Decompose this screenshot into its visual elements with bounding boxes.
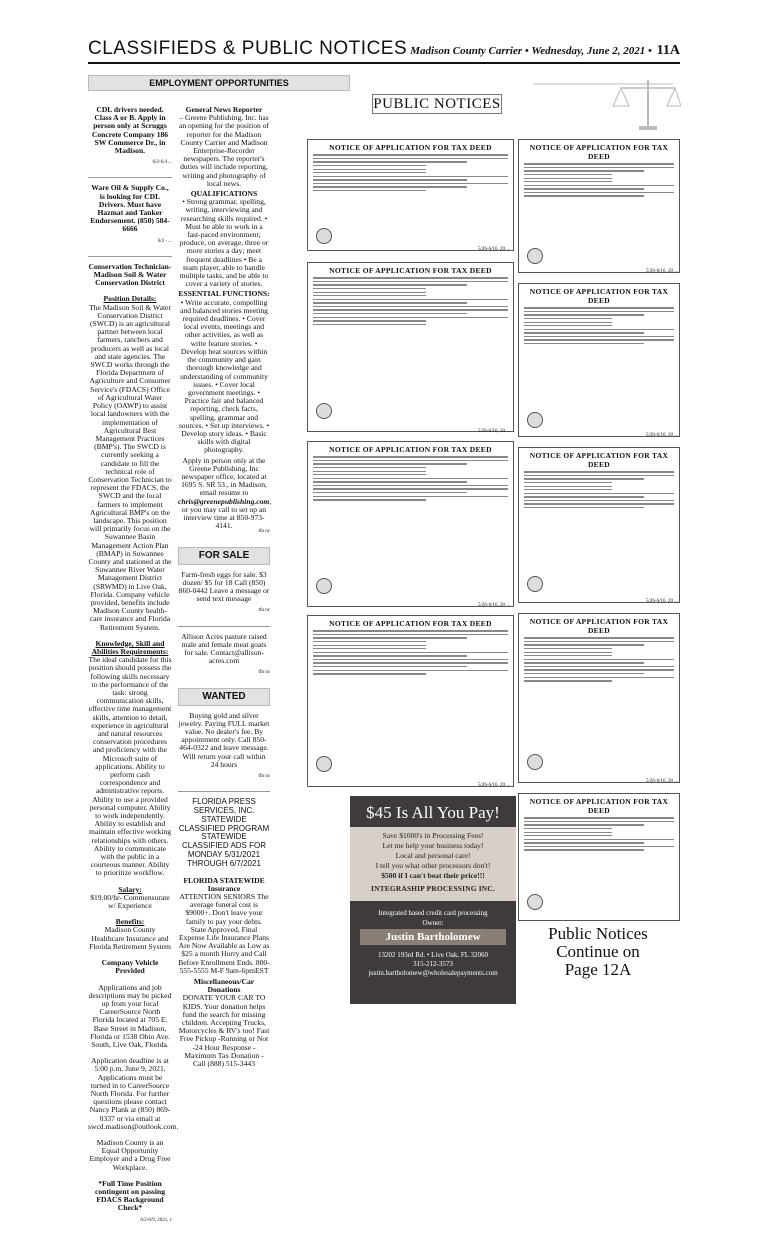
notice-body-line — [524, 471, 674, 472]
notice-body-line — [524, 185, 674, 186]
tax-deed-notice — [307, 139, 514, 251]
benefits-label: Benefits: — [115, 917, 145, 927]
notice-body-line — [313, 637, 467, 638]
ad-offer-box — [350, 827, 516, 901]
scales-of-justice-icon — [523, 76, 681, 136]
notice-body-line — [313, 190, 426, 191]
notice-body-line — [313, 662, 508, 663]
ad-line: Local and personal care! — [395, 851, 471, 860]
notice-body-line — [524, 332, 644, 333]
notice-title: NOTICE OF APPLICATION FOR TAX DEED — [529, 451, 669, 469]
notice-body-line — [313, 496, 508, 497]
county-seal-icon — [527, 576, 543, 592]
notice-body-line — [524, 181, 612, 182]
essential-functions-label: ESSENTIAL FUNCTIONS: — [178, 289, 270, 299]
notice-body-line — [524, 824, 644, 825]
divider — [178, 791, 270, 792]
notice-ref: 5/26-6/16, 20 ... — [646, 433, 678, 438]
ad-contact — [350, 951, 516, 978]
benefits-text: Madison County Healthcare Insurance and Florida Retirement System — [89, 925, 171, 951]
tax-deed-notice — [518, 613, 680, 783]
notice-body-line — [313, 284, 467, 285]
ad-ref: 6/2 - ... — [157, 238, 172, 244]
notice-body-line — [313, 324, 426, 325]
knowledge-text: The ideal candidate for this position should possess the following skills necessary to the performance of the task: strong communication skills, effective time management skills, attention to detail, experience in agricultural and natural resources conservation procedures and proficiency with the Microsoft suite of applications. Ability to perform cash correspondence and administrative reports. Ability to use a provided personal computer. Ability to work independently. Ability to establish and maintain effective working relationships with others. Ability to communicate with the public in a courteous manner. Ability to prioritize workflow. — [88, 655, 172, 878]
bullet-separator: • — [524, 45, 532, 57]
notice-body-line — [524, 482, 612, 483]
paper-name: Madison County Carrier — [410, 45, 523, 57]
notice-body-line — [313, 652, 508, 653]
notice-body-line — [524, 322, 612, 323]
divider — [178, 626, 270, 627]
notice-body-line — [524, 849, 644, 850]
notice-body-line — [524, 503, 674, 504]
notice-body-line — [313, 277, 508, 278]
notice-title: NOTICE OF APPLICATION FOR TAX DEED — [529, 617, 669, 635]
notice-body-line — [313, 161, 467, 162]
position-details-label: Position Details: — [103, 294, 157, 304]
ad-ref: tfn nc — [258, 529, 270, 535]
position-details: The Madison Soil & Water Conservation District (SWCD) is an agricultural partner between local farmers, ranchers and producers as well as local and state agencies. The SWCD works through the Florida Department of Agriculture and Consumer Service's (FDACS) Office of Agricultural Water Policy (OAWP) to assist local landowners with the implementation of Agricultural Best Management Practices (BMP's). The SWCD is currently seeking a candidate to fill the technical role of Conservation Technician to represent the FDACS, the SWCD and the local farmers to implement Agricultural BMP's on the landscape. This position will primarily focus on the Suwannee Basin Management Action Plan (BMAP) in Suwannee County and stationed at the Suwannee River Water Management District (SRWMD) in Live Oak, Florida. Company vehicle provided, benefits include Madison County health-care insurance and Florida Retirement System. — [88, 302, 172, 632]
notice-body-line — [524, 842, 644, 843]
notice-body-line — [313, 306, 508, 307]
notice-body-line — [524, 644, 644, 645]
notice-title: NOTICE OF APPLICATION FOR TAX DEED — [329, 445, 492, 454]
continue-line: Public Notices — [548, 924, 648, 943]
notice-body-line — [313, 492, 467, 493]
notice-body-line — [524, 195, 644, 196]
notice-body-line — [313, 488, 508, 489]
notice-body-line — [313, 641, 426, 642]
notice-body-line — [524, 167, 674, 168]
notice-body-line — [524, 307, 674, 308]
notice-body-line — [313, 186, 467, 187]
page-header — [88, 38, 680, 64]
tax-deed-notice — [518, 793, 680, 921]
ad-company: INTEGRASHIP PROCESSING INC. — [371, 884, 495, 893]
notice-body-line — [313, 645, 426, 646]
notice-body-line — [313, 648, 426, 649]
county-seal-icon — [316, 228, 332, 244]
cdl-ad: CDL drivers needed. Class A or B. Apply in person only at Scruggs Concrete Company 186 SW Commerce Dr., in Madison. — [91, 105, 169, 156]
notice-body-line — [524, 188, 644, 189]
ad-phone[interactable]: 315-212-3573 — [413, 960, 453, 968]
notice-body-line — [524, 318, 612, 319]
notice-body-line — [524, 835, 612, 836]
notice-body-line — [313, 302, 467, 303]
knowledge-label: Knowledge, Skill and Abilities Requirements: — [91, 638, 169, 656]
statewide-heading: FLORIDA STATEWIDE — [183, 875, 265, 885]
public-notices-title: PUBLIC NOTICES — [373, 96, 501, 112]
notice-body-line — [313, 630, 508, 631]
ad-ref: tfn nc — [258, 608, 270, 614]
notice-body-line — [313, 179, 467, 180]
notice-body-line — [313, 295, 426, 296]
ad-owner-label: Owner: — [422, 919, 444, 927]
reporter-ad-text: – Greene Publishing, Inc. has an opening for the position of reporter for the Madison County Carrier and Madison Enterprise-Recorder newspapers. The reporter's duties will include reporting, writing and photography of local news. — [178, 113, 270, 188]
notice-body-line — [313, 474, 426, 475]
misc-label: Miscellaneous/Car Donations — [193, 977, 255, 995]
notice-body-line — [524, 832, 612, 833]
notice-body-line — [313, 154, 508, 155]
notice-body-line — [524, 673, 644, 674]
notice-body-line — [524, 336, 674, 337]
notice-body-line — [524, 493, 674, 494]
notice-body-line — [524, 641, 674, 642]
notice-body-line — [524, 174, 612, 175]
classifieds-column-1 — [88, 105, 179, 1235]
notice-ref: 5/26-6/16, 20 ... — [646, 599, 678, 604]
notice-body-line — [524, 170, 644, 171]
notice-body-line — [313, 478, 508, 479]
ad-ref: tfn nc — [258, 670, 270, 676]
notice-body-line — [524, 648, 612, 649]
divider — [88, 256, 172, 257]
notice-body-line — [524, 637, 674, 638]
reporter-email-link[interactable]: chris@greenepublishing.com — [178, 496, 270, 506]
notice-body-line — [524, 178, 612, 179]
notice-body-line — [524, 828, 612, 829]
ad-line: $500 if I can't beat their price!!! — [381, 871, 485, 880]
notice-body-line — [313, 659, 508, 660]
notice-title: NOTICE OF APPLICATION FOR TAX DEED — [329, 619, 492, 628]
notice-body-line — [524, 475, 674, 476]
notice-body-line — [313, 158, 508, 159]
county-seal-icon — [316, 403, 332, 419]
bullet-separator: • — [648, 45, 655, 57]
notice-body-line — [524, 311, 674, 312]
ad-ref: 6/2-6/9, 2021, c — [140, 1217, 172, 1223]
notice-title: NOTICE OF APPLICATION FOR TAX DEED — [329, 143, 492, 152]
notice-ref: 5/26-6/16, 20 ... — [646, 269, 678, 274]
notice-body-line — [313, 499, 426, 500]
notice-body-line — [313, 456, 508, 457]
notice-body-line — [313, 165, 426, 166]
ad-line: I tell you what other processors don't! — [375, 861, 491, 870]
notice-body-line — [524, 839, 674, 840]
ad-email[interactable]: justin.bartholomew@wholesalepayments.com — [368, 969, 498, 977]
tax-deed-notice — [307, 262, 514, 432]
notice-ref: 5/26-6/16, 20 ... — [478, 783, 510, 788]
notice-body-line — [313, 183, 508, 184]
notice-body-line — [313, 313, 467, 314]
notice-body-line — [524, 680, 612, 681]
fpsi-heading: FLORIDA PRESS SERVICES, INC. STATEWIDE CLASSIFIED PROGRAM STATEWIDE CLASSIFIED ADS FOR MONDAY 5/31/2021 THROUGH 6/7/2021 — [178, 797, 270, 868]
notice-body-line — [313, 309, 508, 310]
tax-deed-notice — [307, 615, 514, 787]
notice-ref: 5/26-6/16, 20 ... — [478, 603, 510, 608]
reporter-apply-text: Apply in person only at the Greene Publishing, Inc newspaper office, located at 1695 S. SR 53., in Madison, email resume to — [181, 455, 267, 498]
qualifications-label: QUALIFICATIONS — [190, 189, 258, 199]
notice-body-line — [313, 655, 467, 656]
notice-body-line — [524, 507, 644, 508]
ad-address: 13202 193rd Rd. • Live Oak, FL 32060 — [377, 951, 489, 959]
notice-body-line — [524, 655, 612, 656]
notice-body-line — [313, 463, 467, 464]
county-seal-icon — [527, 754, 543, 770]
ad-headline: $45 Is All You Pay! — [366, 803, 500, 822]
notice-body-line — [313, 670, 508, 671]
notice-body-line — [524, 652, 612, 653]
notice-body-line — [313, 320, 426, 321]
notice-title: NOTICE OF APPLICATION FOR TAX DEED — [529, 287, 669, 305]
vehicle-text: Company Vehicle Provided — [101, 958, 159, 976]
notice-body-line — [313, 169, 426, 170]
notice-body-line — [524, 339, 674, 340]
divider — [88, 177, 172, 178]
notice-body-line — [524, 821, 674, 822]
county-seal-icon — [527, 894, 543, 910]
gold-ad: Buying gold and silver jewelry. Paying FULL market value. No dealer's fee. By appointment only. Call 850-464-0322 and leave message. Will return your call within 24 hours — [178, 710, 270, 769]
tax-deed-notice — [518, 447, 680, 603]
county-seal-icon — [527, 412, 543, 428]
notice-body-line — [524, 677, 674, 678]
essential-functions-text: • Write accurate, compelling and balanced stories meeting required deadlines. • Cover local events, meetings and other activities, as well as write feature stories. • Develop beat sources within the community and gain thorough knowledge and understanding of community issues. • Cover local government meetings. • Practice fair and balanced reporting, check facts, spelling, grammar and sources. • Set up interviews. • Develop story ideas. • Basic skills with digital photography. — [178, 297, 270, 455]
notice-body-line — [313, 471, 426, 472]
notice-body-line — [524, 489, 612, 490]
notice-body-line — [524, 666, 674, 667]
issue-date: Wednesday, June 2, 2021 — [531, 45, 646, 57]
ad-ref: 6/2-6/4 ... — [152, 160, 172, 166]
car-donation-ad: DONATE YOUR CAR TO KIDS. Your donation helps fund the search for missing children. Accepting Trucks, Motorcycles & RV's too! Fast Free Pickup -Running or Not -24 Hour Response - Maximum Tax Donation - Call (888) 515-3443 — [178, 993, 270, 1069]
tax-deed-notice — [518, 139, 680, 273]
deadline-text: Application deadline is at 5:00 p.m. June 9, 2021. Applications must be turned in to CareerSource North Florida. For further questions please contact Nancy Plank at (850) 869-0337 or via email at swcd.madison@outlook.com. — [88, 1056, 179, 1131]
ware-oil-ad: Ware Oil & Supply Co., is looking for CDL Drivers. Must have Hazmat and Tanker Endorsement. (850) 584-6666 — [90, 183, 170, 234]
notice-body-line — [524, 846, 674, 847]
notice-body-line — [313, 673, 426, 674]
background-check-note: *Full Time Position contingent on passing FDACS Background Check* — [94, 1178, 166, 1213]
notice-body-line — [313, 666, 467, 667]
notice-title: NOTICE OF APPLICATION FOR TAX DEED — [329, 266, 492, 275]
notice-title: NOTICE OF APPLICATION FOR TAX DEED — [529, 797, 669, 815]
ad-ref: tfn nc — [258, 774, 270, 780]
notice-ref: 5/26-6/16, 20 ... — [478, 247, 510, 252]
notice-body-line — [524, 163, 674, 164]
for-sale-section-bar: FOR SALE — [178, 547, 270, 565]
salary-label: Salary: — [118, 884, 142, 894]
notice-body-line — [313, 317, 508, 318]
goats-ad: Allison Acres pasture raised male and female meat goats for sale. Contact@allison-acres.com — [181, 631, 267, 666]
ad-owner-name: Justin Bartholomew — [360, 929, 506, 945]
notice-body-line — [524, 659, 674, 660]
notice-body-line — [524, 669, 674, 670]
ad-line: Let me help your business today! — [382, 841, 484, 850]
conservation-ad-title: Conservation Technician- Madison Soil & Water Conservation District — [88, 261, 172, 288]
qualifications-text: • Strong grammar, spelling, writing, interviewing and researching skills required. • Must be able to work in a fast-paced environment; produce, on average, three or more stories a day; meet frequent deadlines • Be a team player, able to handle multiple tasks, and be able to cover a variety of stories. — [179, 197, 269, 289]
notice-body-line — [524, 486, 612, 487]
eoe-text: Madison County is an Equal Opportunity Employer and a Drug Free Workplace. — [89, 1137, 171, 1172]
notice-body-line — [313, 172, 426, 173]
notice-body-line — [524, 500, 674, 501]
notice-body-line — [524, 496, 644, 497]
notice-body-line — [313, 634, 508, 635]
notice-body-line — [524, 325, 612, 326]
salary-text: $19.00/hr- Commensurate w/ Experience — [90, 892, 170, 911]
notice-body-line — [524, 329, 674, 330]
notice-body-line — [313, 460, 508, 461]
continue-note — [520, 925, 676, 979]
notice-body-line — [313, 288, 426, 289]
notice-ref: 5/26-6/16, 20 ... — [478, 429, 510, 434]
notice-body-line — [524, 478, 644, 479]
reporter-ad-title: General News Reporter — [185, 105, 263, 114]
continue-line: Continue on — [556, 942, 640, 961]
continue-line: Page 12A — [564, 960, 632, 979]
notice-body-line — [524, 343, 644, 344]
notice-body-line — [524, 192, 674, 193]
ad-line: Save $1000's in Processing Fees! — [382, 831, 484, 840]
notice-body-line — [313, 176, 508, 177]
notice-body-line — [524, 817, 674, 818]
county-seal-icon — [316, 756, 332, 772]
county-seal-icon — [527, 248, 543, 264]
reporter-apply-text-2: , or you may call to set up an interview time at 850-973-4141. — [181, 496, 272, 531]
notice-body-line — [313, 299, 508, 300]
tax-deed-notice — [518, 283, 680, 437]
classifieds-column-2 — [178, 106, 270, 1076]
ad-sub: Integrated based credit card processing — [378, 909, 488, 917]
notice-title: NOTICE OF APPLICATION FOR TAX DEED — [529, 143, 669, 161]
notice-body-line — [524, 314, 644, 315]
notice-body-line — [313, 467, 426, 468]
notice-body-line — [313, 481, 467, 482]
masthead-info — [410, 43, 680, 59]
integraship-ad — [350, 796, 516, 1004]
notice-body-line — [313, 281, 508, 282]
insurance-label: Insurance — [207, 883, 241, 893]
county-seal-icon — [316, 578, 332, 594]
employment-section-bar: EMPLOYMENT OPPORTUNITIES — [88, 75, 350, 91]
notice-body-line — [313, 292, 426, 293]
section-title: CLASSIFIEDS & PUBLIC NOTICES — [88, 38, 408, 59]
reporter-apply — [178, 457, 270, 531]
apply-text: Applications and job descriptions may be picked up from your local CareerSource North Florida located at 705 E. Base Street in Madison, Florida or 1538 Ohio Ave. South, Live Oak, Florida. — [88, 982, 172, 1049]
wanted-section-bar: WANTED — [178, 688, 270, 706]
notice-ref: 5/26-6/16, 20 ... — [646, 779, 678, 784]
notice-body-line — [313, 485, 508, 486]
insurance-ad: ATTENTION SENIORS The average funeral cost is $9000+. Don't leave your family to pay your debts. State Approved, Final Expense Life Insurance Plans Are Now Available as Low as $25 a month Hurry and Call Before Enrollment Ends. 800-555-5555 M-F 9am-6pmEST — [178, 892, 270, 975]
page-number: 11A — [656, 43, 680, 58]
notice-body-line — [524, 662, 644, 663]
tax-deed-notice — [307, 441, 514, 607]
eggs-ad: Farm-fresh eggs for sale. $3 dozen/ $5 for 18 Call (850) 860-0442 Leave a message or send text message — [178, 569, 270, 604]
